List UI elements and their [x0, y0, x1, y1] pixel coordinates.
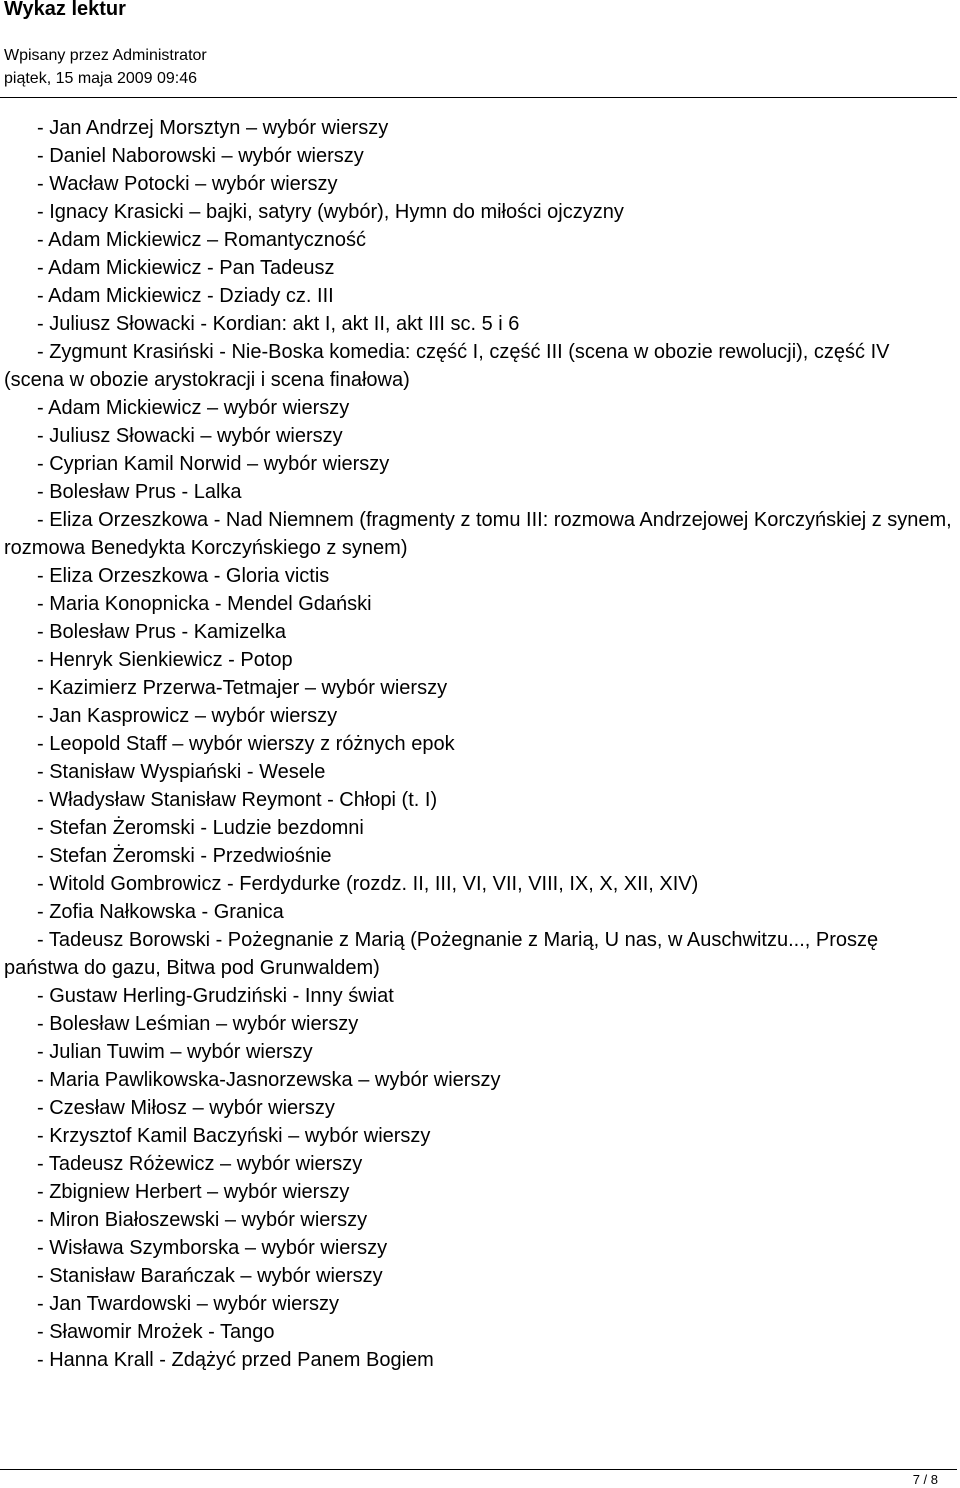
list-item: - Maria Pawlikowska-Jasnorzewska – wybór wierszy [37, 1069, 501, 1091]
list-item: - Julian Tuwim – wybór wierszy [37, 1041, 313, 1063]
list-item: - Ignacy Krasicki – bajki, satyry (wybór), Hymn do miłości ojczyzny [37, 201, 624, 223]
list-item: - Sławomir Mrożek - Tango [37, 1321, 275, 1343]
bottom-divider [0, 1469, 957, 1470]
list-item: - Wisława Szymborska – wybór wierszy [37, 1237, 388, 1259]
list-item: - Adam Mickiewicz - Dziady cz. III [37, 285, 334, 307]
list-item: - Zofia Nałkowska - Granica [37, 901, 284, 923]
list-item: - Adam Mickiewicz - Pan Tadeusz [37, 257, 335, 279]
list-item: - Jan Kasprowicz – wybór wierszy [37, 705, 338, 727]
list-item: - Jan Twardowski – wybór wierszy [37, 1293, 339, 1315]
list-item: - Henryk Sienkiewicz - Potop [37, 649, 293, 671]
list-item: - Maria Konopnicka - Mendel Gdański [37, 593, 372, 615]
page-title: Wykaz lektur [0, 0, 960, 28]
list-item: - Kazimierz Przerwa-Tetmajer – wybór wierszy [37, 677, 448, 699]
page-number: 7 / 8 [912, 1472, 938, 1487]
list-item: - Adam Mickiewicz – wybór wierszy [37, 397, 350, 419]
list-item: - Stefan Żeromski - Ludzie bezdomni [37, 817, 364, 839]
list-item: - Władysław Stanisław Reymont - Chłopi (t. I) [37, 789, 438, 811]
list-item: - Leopold Staff – wybór wierszy z różnych epok [37, 733, 455, 755]
date-line: piątek, 15 maja 2009 09:46 [4, 70, 198, 87]
list-item: - Stanisław Wyspiański - Wesele [37, 761, 326, 783]
list-item: - Tadeusz Różewicz – wybór wierszy [37, 1153, 363, 1175]
list-item: - Juliusz Słowacki - Kordian: akt I, akt II, akt III sc. 5 i 6 [37, 313, 520, 335]
list-item: - Adam Mickiewicz – Romantyczność [37, 229, 366, 251]
list-item: - Eliza Orzeszkowa - Gloria victis [37, 565, 330, 587]
list-item: - Wacław Potocki – wybór wierszy [37, 173, 338, 195]
reading-list [4, 114, 954, 1374]
list-item: - Gustaw Herling-Grudziński - Inny świat [37, 985, 394, 1007]
list-item: - Daniel Naborowski – wybór wierszy [37, 145, 364, 167]
article-meta [4, 44, 207, 90]
list-item: - Miron Białoszewski – wybór wierszy [37, 1209, 368, 1231]
list-item: - Zygmunt Krasiński - Nie-Boska komedia: część I, część III (scena w obozie rewolucji), część IV (scena w obozie arystokracji i scena finałowa) [4, 341, 890, 391]
list-item: - Stanisław Barańczak – wybór wierszy [37, 1265, 383, 1287]
list-item: - Stefan Żeromski - Przedwiośnie [37, 845, 332, 867]
list-item: - Juliusz Słowacki – wybór wierszy [37, 425, 343, 447]
list-item: - Cyprian Kamil Norwid – wybór wierszy [37, 453, 390, 475]
list-item: - Czesław Miłosz – wybór wierszy [37, 1097, 335, 1119]
list-item: - Bolesław Prus - Kamizelka [37, 621, 286, 643]
list-item: - Zbigniew Herbert – wybór wierszy [37, 1181, 350, 1203]
top-divider [0, 97, 957, 98]
list-item: - Tadeusz Borowski - Pożegnanie z Marią (Pożegnanie z Marią, U nas, w Auschwitzu..., Proszę państwa do gazu, Bitwa pod Grunwaldem) [4, 929, 879, 979]
list-item: - Witold Gombrowicz - Ferdydurke (rozdz. II, III, VI, VII, VIII, IX, X, XII, XIV) [37, 873, 699, 895]
list-item: - Eliza Orzeszkowa - Nad Niemnem (fragmenty z tomu III: rozmowa Andrzejowej Korczyńskiej z synem, rozmowa Benedykta Korczyńskiego z synem) [4, 509, 952, 559]
list-item: - Bolesław Prus - Lalka [37, 481, 242, 503]
list-item: - Bolesław Leśmian – wybór wierszy [37, 1013, 359, 1035]
list-item: - Krzysztof Kamil Baczyński – wybór wierszy [37, 1125, 431, 1147]
list-item: - Hanna Krall - Zdążyć przed Panem Bogiem [37, 1349, 434, 1371]
list-item: - Jan Andrzej Morsztyn – wybór wierszy [37, 117, 389, 139]
author-line: Wpisany przez Administrator [4, 47, 207, 64]
